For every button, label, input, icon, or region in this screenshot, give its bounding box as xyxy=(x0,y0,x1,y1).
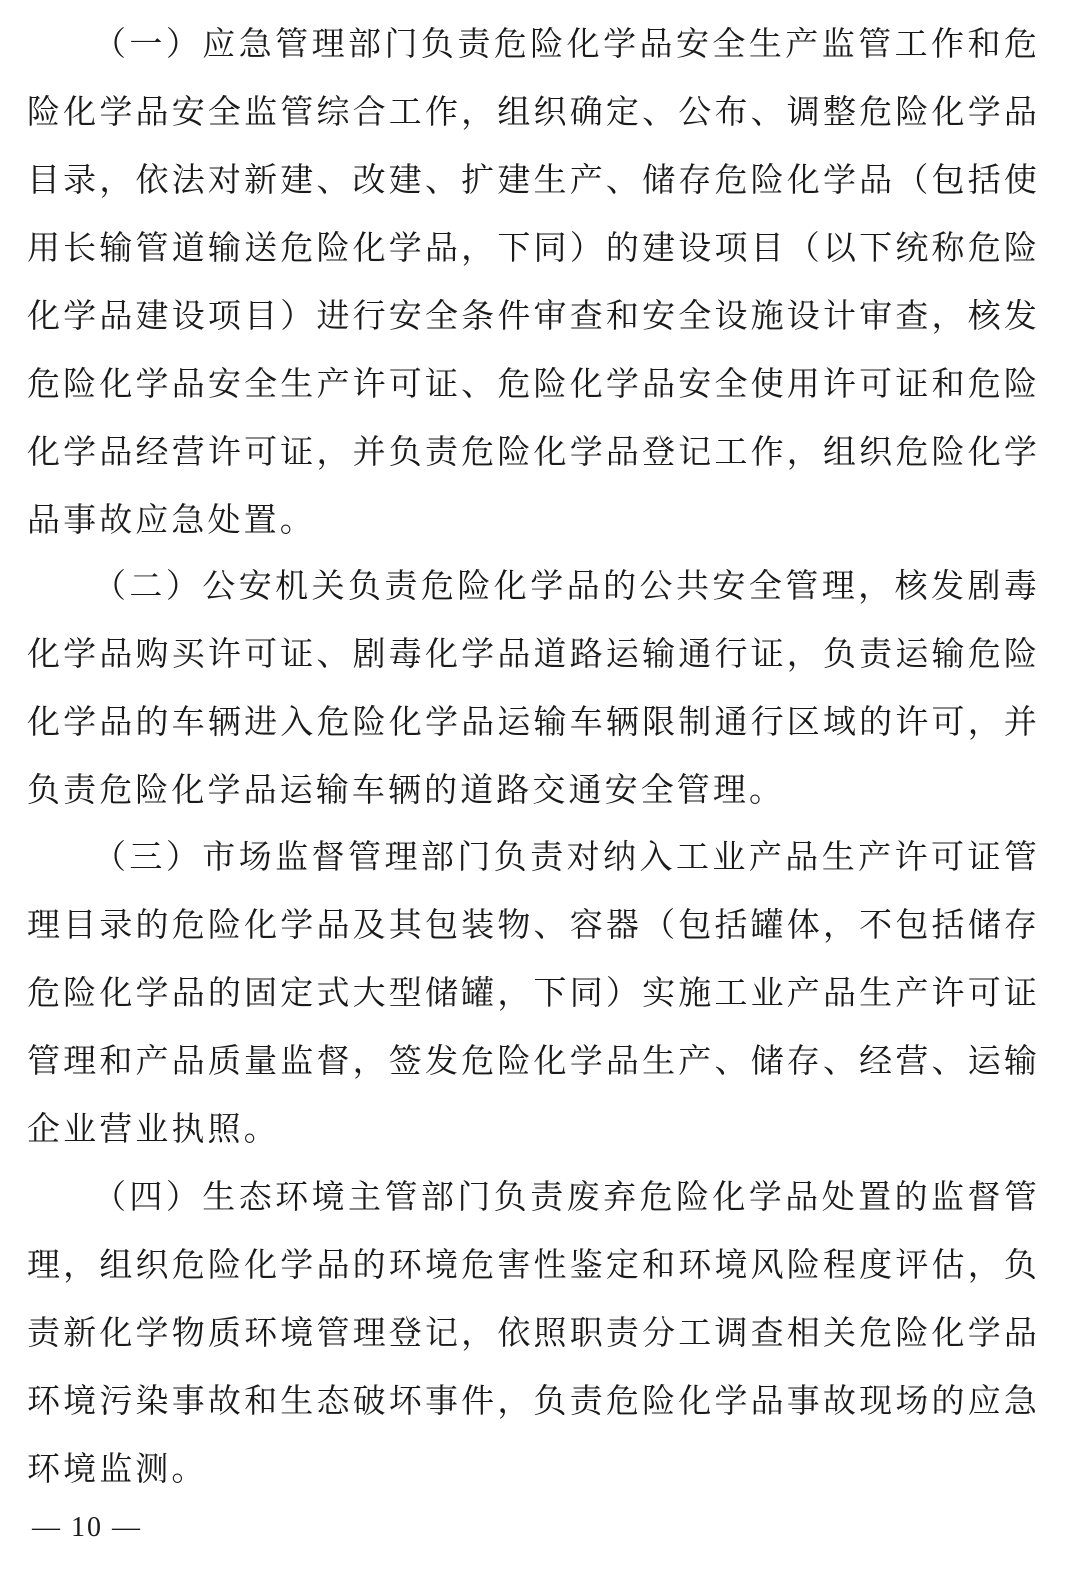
page-number: — 10 — xyxy=(32,1512,142,1543)
paragraph-3: （三）市场监督管理部门负责对纳入工业产品生产许可证管理目录的危险化学品及其包装物、容器（包括罐体，不包括储存危险化学品的固定式大型储罐，下同）实施工业产品生产许可证管理和产品质量监督，签发危险化学品生产、储存、经营、运输企业营业执照。 xyxy=(27,837,1040,1148)
paragraph-4: （四）生态环境主管部门负责废弃危险化学品处置的监督管理，组织危险化学品的环境危害性鉴定和环境风险程度评估，负责新化学物质环境管理登记，依照职责分工调查相关危险化学品环境污染事故和生态破坏事件，负责危险化学品事故现场的应急环境监测。 xyxy=(27,1177,1040,1488)
paragraph-2: （二）公安机关负责危险化学品的公共安全管理，核发剧毒化学品购买许可证、剧毒化学品道路运输通行证，负责运输危险化学品的车辆进入危险化学品运输车辆限制通行区域的许可，并负责危险化学品运输车辆的道路交通安全管理。 xyxy=(27,566,1040,809)
paragraph-1: （一）应急管理部门负责危险化学品安全生产监管工作和危险化学品安全监管综合工作，组织确定、公布、调整危险化学品目录，依法对新建、改建、扩建生产、储存危险化学品（包括使用长输管道输送危险化学品，下同）的建设项目（以下统称危险化学品建设项目）进行安全条件审查和安全设施设计审查，核发危险化学品安全生产许可证、危险化学品安全使用许可证和危险化学品经营许可证，并负责危险化学品登记工作，组织危险化学品事故应急处置。 xyxy=(27,24,1040,539)
